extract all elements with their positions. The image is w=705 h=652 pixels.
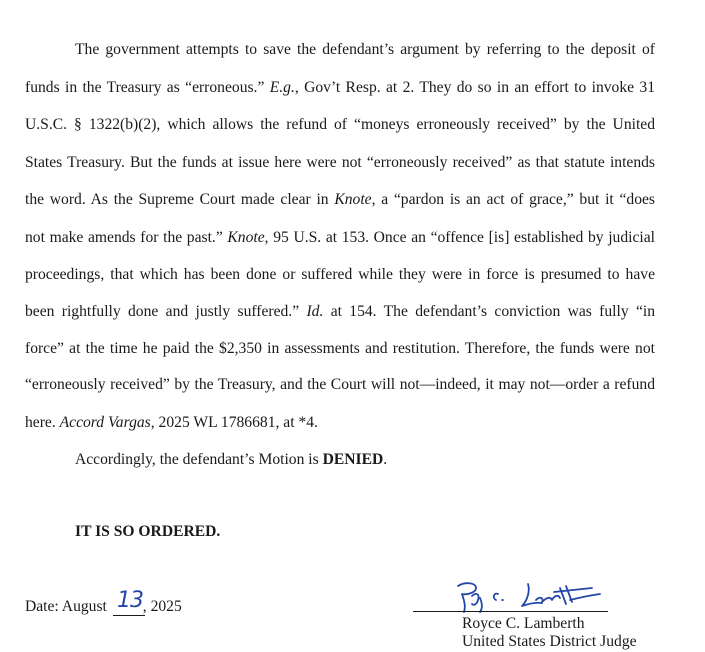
paragraph-line (25, 190, 655, 210)
handwritten-day: 13 (117, 588, 143, 613)
text-span: , 2025 WL 1786681, at *4. (150, 414, 318, 431)
text-span: the word. As the Supreme Court made clear in (25, 191, 335, 208)
judge-title: United States District Judge (462, 633, 637, 650)
ruling-word: DENIED (322, 451, 384, 468)
text-span: The government attempts to save the defendant’s argument by referring to the deposit of (75, 41, 655, 58)
text-span: , 95 U.S. at 153. Once an “offence [is] established by judicial (264, 229, 655, 246)
text-span: U.S.C. § 1322(b)(2), which allows the refund of “moneys erroneously received” by the United (25, 116, 655, 133)
text-span: been rightfully done and justly suffered.” (25, 303, 307, 320)
paragraph-line (25, 265, 655, 285)
text-span: proceedings, that which has been done or suffered while they were in force is presumed to have (25, 266, 655, 283)
paragraph-line (25, 413, 318, 433)
text-span: , a “pardon is an act of grace,” but it “does (371, 191, 655, 208)
paragraph-line (25, 115, 655, 135)
date-suffix: , 2025 (142, 598, 182, 615)
citation-signal: E.g. (269, 79, 295, 96)
paragraph-line (25, 302, 655, 322)
text-span: force” at the time he paid the $2,350 in assessments and restitution. Therefore, the funds were not (25, 340, 655, 357)
order-statement: IT IS SO ORDERED. (75, 523, 221, 540)
paragraph-line (25, 375, 655, 395)
date-line (25, 598, 182, 616)
case-name: Knote (227, 229, 265, 246)
citation-signal: Id. (306, 303, 324, 320)
judge-name: Royce C. Lamberth (462, 615, 585, 632)
text-span: funds in the Treasury as “erroneous.” (25, 79, 270, 96)
case-name: Knote (334, 191, 372, 208)
text-span: “erroneously received” by the Treasury, and the Court will not—indeed, it may not—order a refund (25, 376, 655, 393)
case-name: Accord Vargas (59, 414, 151, 431)
ruling-paragraph (75, 450, 387, 470)
judge-signature (450, 576, 610, 616)
paragraph-line (25, 339, 655, 359)
signature-line (413, 611, 608, 612)
text-span: , Gov’t Resp. at 2. They do so in an effort to invoke 31 (294, 79, 655, 96)
paragraph-line (25, 78, 655, 98)
paragraph-line (25, 228, 655, 248)
text-span: . (383, 451, 388, 468)
text-span: not make amends for the past.” (25, 229, 228, 246)
paragraph-line (25, 153, 655, 173)
text-span: States Treasury. But the funds at issue here were not “erroneously received” as that statute intends (25, 154, 655, 171)
text-span: Accordingly, the defendant’s Motion is (75, 451, 323, 468)
date-prefix: Date: August (25, 598, 111, 615)
paragraph-line (75, 40, 655, 60)
date-underline (113, 615, 145, 616)
text-span: here. (25, 414, 60, 431)
text-span: at 154. The defendant’s conviction was fully “in (323, 303, 655, 320)
